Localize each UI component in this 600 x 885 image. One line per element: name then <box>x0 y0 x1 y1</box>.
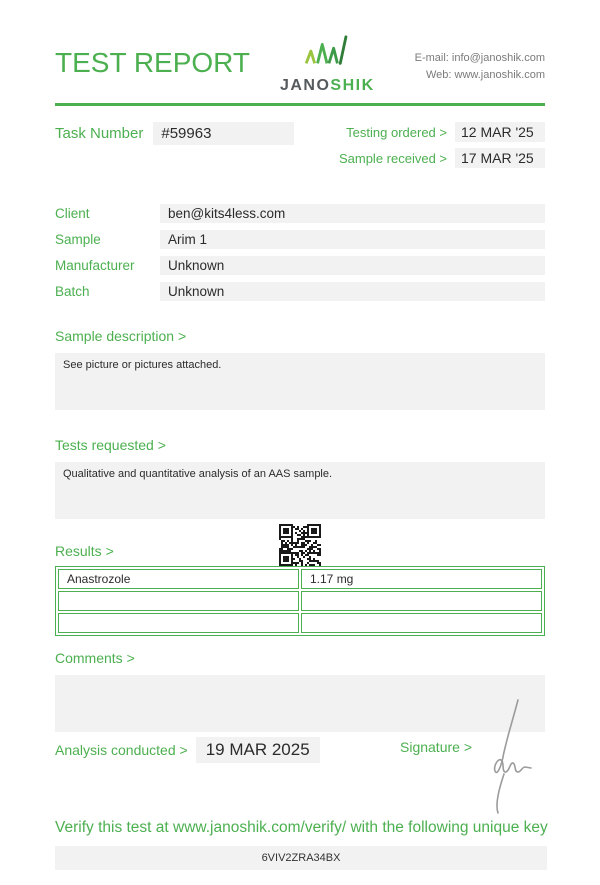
results-label: Results > <box>55 543 114 559</box>
result-amount <box>301 591 542 611</box>
results-table <box>55 566 545 636</box>
analysis-conducted-row <box>55 737 320 763</box>
logo-text-green: SHIK <box>330 77 375 94</box>
result-substance <box>58 613 299 633</box>
comments-label: Comments > <box>55 650 135 666</box>
testing-ordered-date: 12 MAR '25 <box>455 122 545 142</box>
batch-value: Unknown <box>160 282 545 301</box>
contact-info <box>415 50 545 84</box>
verify-text: Verify this test at www.janoshik.com/verify/ with the following unique key <box>55 819 548 836</box>
page-title: TEST REPORT <box>55 47 251 78</box>
manufacturer-value: Unknown <box>160 256 545 275</box>
result-amount <box>301 613 542 633</box>
unique-key-box <box>55 846 547 870</box>
tests-requested-label: Tests requested > <box>55 437 166 453</box>
client-value: ben@kits4less.com <box>160 204 545 223</box>
janoshik-logo <box>280 34 375 95</box>
report-header <box>55 0 545 95</box>
tests-requested-section <box>55 437 545 519</box>
chart-bars-icon <box>296 34 358 75</box>
sample-received-row <box>339 148 545 168</box>
logo-text-dark: JANO <box>279 77 331 94</box>
table-row <box>58 613 542 633</box>
task-section <box>55 122 545 174</box>
batch-label: Batch <box>55 284 90 299</box>
info-row-client <box>55 204 545 223</box>
unique-key-value: 6VIV2ZRA34BX <box>261 852 341 864</box>
sample-received-date: 17 MAR '25 <box>455 148 545 168</box>
table-row <box>58 591 542 611</box>
sample-info-section <box>55 204 545 301</box>
sample-description-box: See picture or pictures attached. <box>55 353 545 410</box>
info-row-sample <box>55 230 545 249</box>
testing-ordered-row <box>339 122 545 142</box>
table-row <box>58 569 542 589</box>
info-row-manufacturer <box>55 256 545 275</box>
email-value: info@janoshik.com <box>451 52 545 64</box>
analysis-date: 19 MAR 2025 <box>196 737 320 763</box>
result-substance: Anastrozole <box>58 569 299 589</box>
sample-description-section <box>55 328 545 410</box>
result-substance <box>58 591 299 611</box>
logo-wordmark <box>280 77 375 95</box>
task-number-label: Task Number <box>55 125 144 142</box>
sample-description-label: Sample description > <box>55 328 187 344</box>
handwritten-signature <box>476 697 534 815</box>
qr-code <box>279 524 321 566</box>
analysis-conducted-label: Analysis conducted > <box>55 742 188 758</box>
signature-label: Signature > <box>400 739 472 755</box>
comments-box <box>55 675 545 732</box>
task-number-group <box>55 122 294 174</box>
manufacturer-label: Manufacturer <box>55 258 135 273</box>
dates-group <box>339 122 545 174</box>
sample-label: Sample <box>55 232 101 247</box>
client-label: Client <box>55 206 90 221</box>
tests-requested-box: Qualitative and quantitative analysis of an AAS sample. <box>55 462 545 519</box>
header-divider <box>55 103 545 106</box>
testing-ordered-label: Testing ordered > <box>346 124 447 140</box>
info-row-batch <box>55 282 545 301</box>
contact-web: Web: www.janoshik.com <box>425 69 545 82</box>
comments-section <box>55 650 545 732</box>
web-value: www.janoshik.com <box>454 69 545 82</box>
sample-received-label: Sample received > <box>338 150 447 166</box>
result-amount: 1.17 mg <box>301 569 542 589</box>
task-number-value: #59963 <box>153 122 294 145</box>
sample-value: Arim 1 <box>160 230 545 249</box>
results-header <box>55 523 545 565</box>
contact-email: E-mail: info@janoshik.com <box>414 52 545 64</box>
